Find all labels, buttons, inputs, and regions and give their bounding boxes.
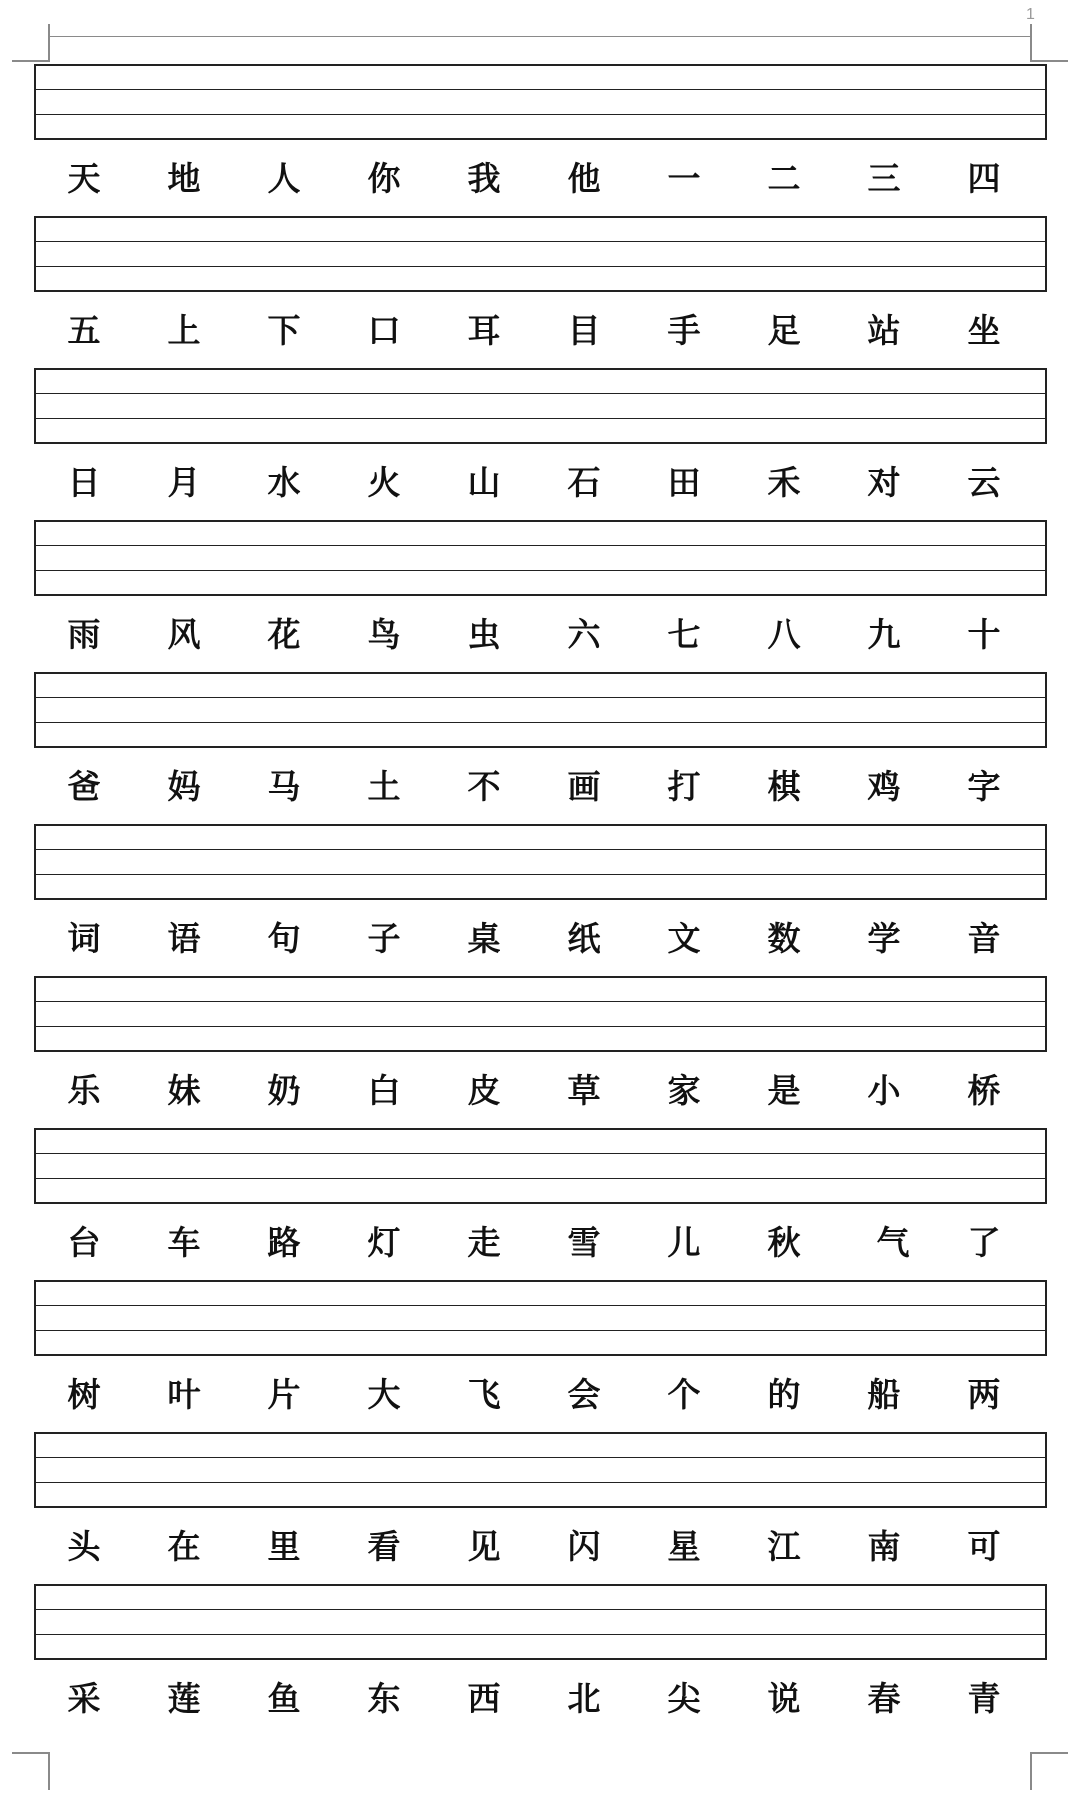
hanzi-character: 八 [767,614,801,654]
hanzi-character: 雨 [67,614,101,654]
hanzi-character: 两 [967,1374,1001,1414]
hanzi-character: 树 [67,1374,101,1414]
hanzi-character: 星 [667,1526,701,1566]
hanzi-character: 花 [267,614,301,654]
hanzi-character: 采 [67,1678,101,1718]
pinyin-writing-lines [34,824,1047,900]
hanzi-character: 音 [967,918,1001,958]
pinyin-writing-lines [34,64,1047,140]
page-corner-mark-bottom-right [1030,1752,1068,1790]
hanzi-character: 不 [467,766,501,806]
hanzi-character: 妈 [167,766,201,806]
hanzi-character: 句 [267,918,301,958]
hanzi-character: 鸟 [367,614,401,654]
hanzi-character: 坐 [967,310,1001,350]
guide-line [36,1001,1045,1002]
pinyin-writing-lines [34,216,1047,292]
guide-line [36,1482,1045,1483]
hanzi-character: 文 [667,918,701,958]
pinyin-writing-lines [34,1280,1047,1356]
hanzi-character: 日 [67,462,101,502]
guide-line [36,1330,1045,1331]
hanzi-character: 灯 [367,1222,401,1262]
hanzi-character: 地 [167,158,201,198]
pinyin-writing-lines [34,1128,1047,1204]
hanzi-character: 六 [567,614,601,654]
pinyin-writing-lines [34,368,1047,444]
hanzi-character: 田 [667,462,701,502]
guide-line [36,1026,1045,1027]
character-row [34,596,1047,672]
hanzi-character: 字 [967,766,1001,806]
hanzi-character: 叶 [167,1374,201,1414]
hanzi-character: 气 [876,1222,910,1262]
pinyin-writing-lines [34,520,1047,596]
hanzi-character: 二 [767,158,801,198]
hanzi-character: 四 [967,158,1001,198]
page-corner-mark-top-left [12,24,50,62]
hanzi-character: 耳 [467,310,501,350]
hanzi-character: 闪 [567,1526,601,1566]
character-row [34,1660,1047,1736]
hanzi-character: 桥 [967,1070,1001,1110]
guide-line [36,849,1045,850]
hanzi-character: 你 [367,158,401,198]
hanzi-character: 画 [567,766,601,806]
page-number: 1 [1026,6,1035,23]
hanzi-character: 了 [967,1222,1001,1262]
hanzi-character: 说 [767,1678,801,1718]
hanzi-character: 台 [67,1222,101,1262]
hanzi-character: 西 [467,1678,501,1718]
hanzi-character: 看 [367,1526,401,1566]
hanzi-character: 南 [867,1526,901,1566]
hanzi-character: 车 [167,1222,201,1262]
hanzi-character: 春 [867,1678,901,1718]
pinyin-writing-lines [34,672,1047,748]
hanzi-character: 鱼 [267,1678,301,1718]
hanzi-character: 青 [967,1678,1001,1718]
hanzi-character: 目 [567,310,601,350]
hanzi-character: 的 [767,1374,801,1414]
hanzi-character: 桌 [467,918,501,958]
hanzi-character: 九 [867,614,901,654]
guide-line [36,722,1045,723]
hanzi-character: 奶 [267,1070,301,1110]
hanzi-character: 词 [67,918,101,958]
hanzi-character: 纸 [567,918,601,958]
hanzi-character: 个 [667,1374,701,1414]
hanzi-character: 马 [267,766,301,806]
pinyin-writing-lines [34,1432,1047,1508]
hanzi-character: 风 [167,614,201,654]
guide-line [36,545,1045,546]
hanzi-character: 石 [567,462,601,502]
hanzi-character: 是 [767,1070,801,1110]
hanzi-character: 天 [67,158,101,198]
guide-line [36,266,1045,267]
hanzi-character: 乐 [67,1070,101,1110]
page-corner-mark-top-right [1030,24,1068,62]
hanzi-character: 云 [967,462,1001,502]
hanzi-character: 在 [167,1526,201,1566]
hanzi-character: 人 [267,158,301,198]
guide-line [36,570,1045,571]
hanzi-character: 头 [67,1526,101,1566]
hanzi-character: 足 [767,310,801,350]
character-row [34,140,1047,216]
hanzi-character: 走 [467,1222,501,1262]
hanzi-character: 家 [667,1070,701,1110]
hanzi-character: 莲 [167,1678,201,1718]
hanzi-character: 禾 [767,462,801,502]
hanzi-character: 子 [367,918,401,958]
header-rule [48,36,1030,37]
character-row [34,1204,1047,1280]
hanzi-character: 鸡 [867,766,901,806]
guide-line [36,1305,1045,1306]
hanzi-character: 东 [367,1678,401,1718]
hanzi-character: 下 [267,310,301,350]
guide-line [36,1634,1045,1635]
hanzi-character: 船 [867,1374,901,1414]
hanzi-character: 语 [167,918,201,958]
guide-line [36,697,1045,698]
page-corner-mark-bottom-left [12,1752,50,1790]
hanzi-character: 雪 [567,1222,601,1262]
character-row [34,1508,1047,1584]
hanzi-character: 皮 [467,1070,501,1110]
hanzi-character: 三 [867,158,901,198]
hanzi-character: 路 [267,1222,301,1262]
hanzi-character: 妹 [167,1070,201,1110]
character-row [34,292,1047,368]
character-row [34,444,1047,520]
guide-line [36,1153,1045,1154]
hanzi-character: 打 [667,766,701,806]
character-row [34,1052,1047,1128]
hanzi-character: 对 [867,462,901,502]
hanzi-character: 土 [367,766,401,806]
hanzi-character: 秋 [767,1222,801,1262]
guide-line [36,393,1045,394]
guide-line [36,114,1045,115]
hanzi-character: 我 [467,158,501,198]
guide-line [36,1457,1045,1458]
character-row [34,748,1047,824]
hanzi-character: 小 [867,1070,901,1110]
hanzi-character: 他 [567,158,601,198]
hanzi-character: 会 [567,1374,601,1414]
guide-line [36,1178,1045,1179]
hanzi-character: 棋 [767,766,801,806]
hanzi-character: 五 [67,310,101,350]
hanzi-character: 七 [667,614,701,654]
hanzi-character: 一 [667,158,701,198]
guide-line [36,241,1045,242]
hanzi-character: 十 [967,614,1001,654]
hanzi-character: 儿 [667,1222,701,1262]
hanzi-character: 爸 [67,766,101,806]
hanzi-character: 水 [267,462,301,502]
hanzi-character: 虫 [467,614,501,654]
hanzi-character: 见 [467,1526,501,1566]
character-row [34,900,1047,976]
guide-line [36,89,1045,90]
pinyin-writing-lines [34,1584,1047,1660]
hanzi-character: 大 [367,1374,401,1414]
hanzi-character: 学 [867,918,901,958]
hanzi-character: 站 [867,310,901,350]
hanzi-character: 北 [567,1678,601,1718]
hanzi-character: 可 [967,1526,1001,1566]
pinyin-writing-lines [34,976,1047,1052]
hanzi-character: 上 [167,310,201,350]
hanzi-character: 数 [767,918,801,958]
hanzi-character: 尖 [667,1678,701,1718]
hanzi-character: 火 [367,462,401,502]
hanzi-character: 江 [767,1526,801,1566]
hanzi-character: 草 [567,1070,601,1110]
pinyin-worksheet [34,64,1047,1736]
guide-line [36,418,1045,419]
hanzi-character: 里 [267,1526,301,1566]
guide-line [36,1609,1045,1610]
guide-line [36,874,1045,875]
hanzi-character: 片 [267,1374,301,1414]
hanzi-character: 月 [167,462,201,502]
character-row [34,1356,1047,1432]
hanzi-character: 白 [367,1070,401,1110]
hanzi-character: 口 [367,310,401,350]
hanzi-character: 飞 [467,1374,501,1414]
hanzi-character: 手 [667,310,701,350]
hanzi-character: 山 [467,462,501,502]
